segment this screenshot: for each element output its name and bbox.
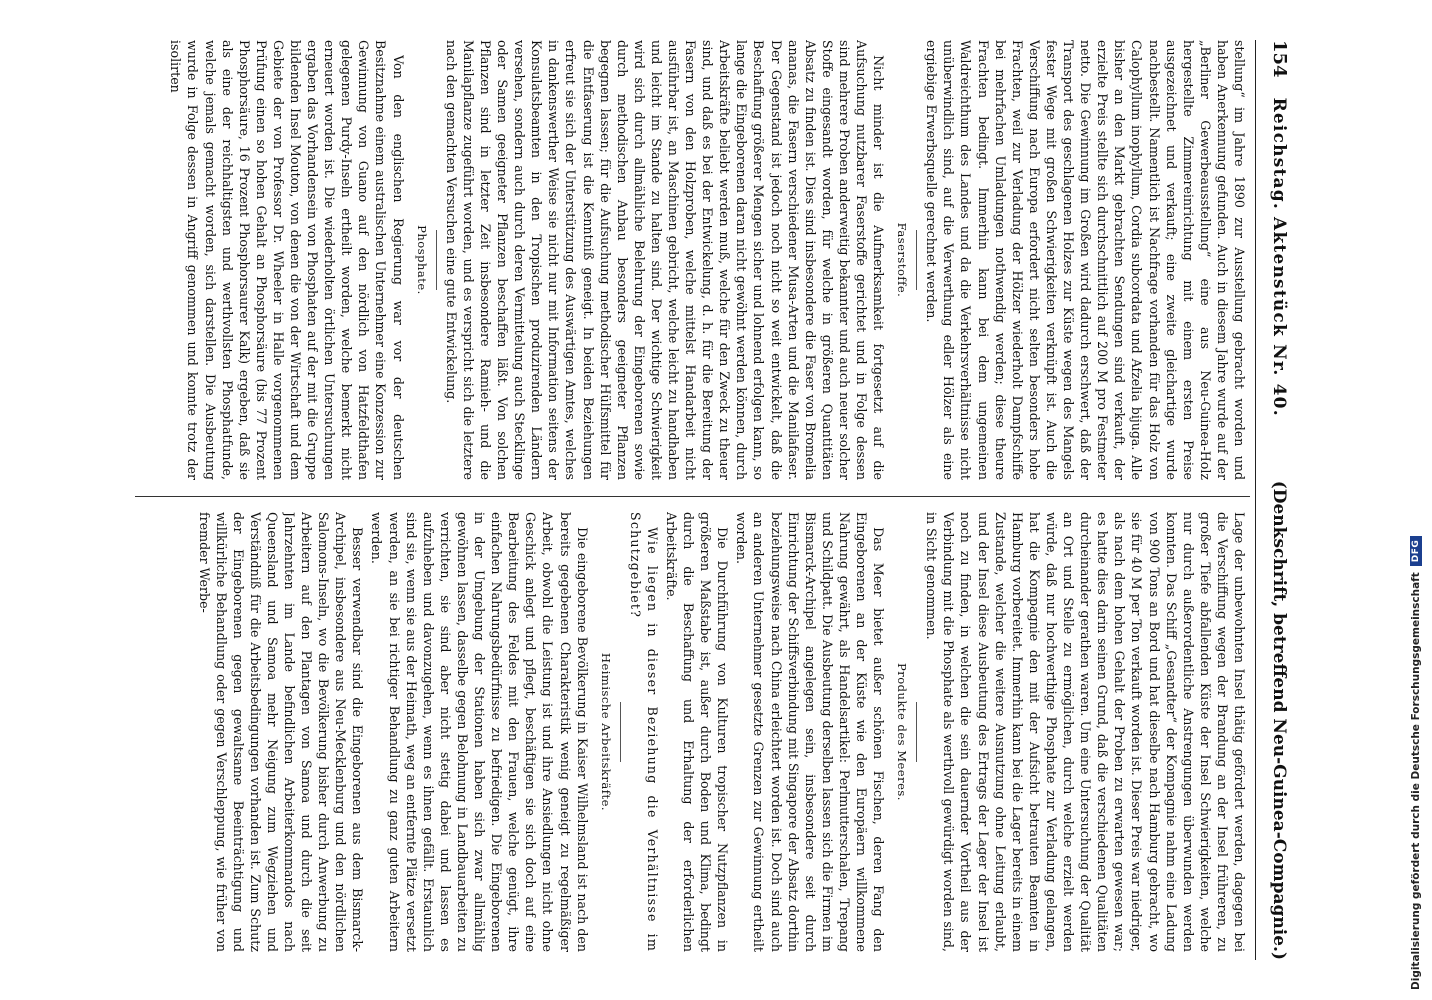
header-title: Reichstag. Aktenstück Nr. 40.: [1269, 97, 1289, 417]
section-heading: Phosphate.: [414, 225, 429, 295]
paragraph: Das Meer bietet außer schönen Fischen, deren Fang den Eingeborenen an der Küste wie den Europäern willkommene Nahrung gewährt, als Handelsartikel: Perlmutterschalen, Trepang und Schildpatt. Die Ausbeutung derselben lassen sich die Firmen im Bismarck-Archipel angelegen sein, insbesondere seit durch Einrichtung der Schiffsverbindung mit Singapore der Absatz dorthin beziehungsweise nach China erleichtert worden ist. Doch sind auch an anderen Unternehmer gesetzte Grenzen zur Gewinnung ertheilt worden.: [734, 512, 887, 952]
paragraph: Besser verwendbar sind die Eingeborenen aus dem Bismarck-Archipel, insbesondere aus Neu-Mecklenburg und den nördlichen Salomons-Inseln, wo die Bevölkerung bisher durch Anwerbung zu Arbeitern auf den Plantagen von Samoa und durch die seit Jahrzehnten im Lande befindlichen Arbeiterkommandos nach Queensland und Samoa mehr Neigung zum Wegziehen und Verständniß für die Arbeitsbedingungen vorhanden ist. Zum Schutz der Eingeborenen gegen gewaltsame Beeinträchtigung und willkürliche Behandlung oder gegen Verschleppung, wie früher von fremder Werbe-: [196, 512, 366, 952]
section-heading: Heimische Arbeitskräfte.: [598, 652, 613, 812]
header-subtitle: (Denkschrift, betreffend Neu-Guinea-Compagnie.): [1269, 480, 1289, 960]
credit-label: Digitalisierung gefördert durch die Deutsche Forschungsgemeinschaft: [1410, 572, 1422, 990]
page-number: 154: [1269, 40, 1290, 78]
paragraph: Nicht minder ist die Aufmerksamkeit fortgesetzt auf die Aufsuchung nutzbarer Faserstoffe gerichtet und in Folge dessen sind mehrere Proben anderweitig bekannter und auch neuer solcher Stoffe eingesandt worden, für welche in größeren Quantitäten Absatz zu finden ist. Dies sind insbesondere die Faser von Bromelia ananas, die Fasern verschiedener Musa-Arten und die Manilafaser. Der Gegenstand ist jedoch noch nicht so weit entwickelt, daß die Beschaffung größerer Mengen sicher und lohnend erfolgen kann, so lange die Eingeborenen daran nicht gewöhnt werden können, durch Arbeitskräfte beliebt werden muß, welche für den Zweck zu theuer sind, und daß es bei der Entwickelung, d. h. für die Bereitung der Fasern von den Holzproben, welche mittelst Handarbeit nicht ausführbar ist, an Maschinen gebricht, welche leicht zu handhaben und leicht im Stande zu halten sind. Der wichtige Schwierigkeit wird sich durch allmähliche Belehrung der Eingeborenen sowie durch methodischen Anbau besonders geeigneter Pflanzen begegnen lassen; für die Aufsuchung methodischer Hülfsmittel für die Entfaserung ist die Kenntniß geneigt. In beiden Beziehungen erfreut sie sich der Unterstützung des Auswärtigen Amtes, welches in dankenswerther Weise sie nicht nur mit Information seitens der Konsulatsbeamten in den Tropischen produzirenden Ländern versehen, sondern auch durch deren Vermittelung auch Stecklinge oder Samen geeigneter Pflanzen beschaffen läßt. Von solchen Pflanzen sind in letzter Zeit insbesondere Ramieh- und die Manilapflanze zugeführt worden, und es verspricht sich die letztere nach den gemachten Versuchen eine gute Entwickelung.: [443, 40, 887, 480]
dfg-logo: DFG: [1410, 536, 1422, 567]
section-rule: [436, 230, 437, 290]
section-rule: [916, 230, 917, 290]
paragraph: Die eingeborene Bevölkerung in Kaiser Wilhelmsland ist nach den bereits gegebenen Charakteristik wenig geneigt zu regelmäßiger Arbeit, obwohl die Leistung ist und ihre Ansiedlungen nicht ohne Geschick anlegt und pflegt, beschäftigen sie sich doch auf eine Bearbeitung des Feldes mit den Frauen, welche genügt, ihre einfachen Nahrungsbedürfnisse zu befriedigen. Die Eingeborenen in der Umgebung der Stationen haben sich zwar allmählig gewöhnen lassen, dasselbe gegen Belohnung in Landbauarbeiten zu verrichten, sie sind aber nicht stetig dabei und lassen es aufzuheben und davonzugehen, wenn es ihnen gefällt. Erstaunlich sind sie, wenn sie aus der Heimath, weg an entfernte Plätze versetzt werden, an sie bei richtiger Behandlung zu ganz guten Arbeitern werden.: [369, 512, 590, 952]
left-column: [138, 40, 1248, 480]
page-header: [1255, 40, 1290, 960]
digitization-credit: [1410, 536, 1422, 990]
right-column: [138, 512, 1248, 952]
section-heading: Faserstoffe.: [895, 222, 910, 298]
column-divider: [135, 496, 1250, 497]
paragraph: Von den englischen Regierung war vor der deutschen Besitznahme einem australischen Unternehmer eine Konzession zur Gewinnung von Guano auf den nördlich von Hatzfeldthafen gelegenen Purdy-Inseln ertheilt worden, welche bemerkt nicht erneuert worden ist. Die wiederholten örtlichen Untersuchungen ergaben das Vorhandensein von Phosphaten auf der mit die Gruppe bildenden Insel Mouton, von denen die von der Wirtschaft und dem Gebiete der von Professor Dr. Wheeler in Halle vorgenommenen Prüfung einen so hohen Gehalt an Phosphorsäure (bis 77 Prozent Phosphorsäure, 16 Prozent Phosphorsaurer Kalk) ergeben, daß sie als eine der reichhaltigsten und werthvollsten Phosphatfunde, welche jemals gemacht worden, sich darstellen. Die Ausbeutung wurde in Folge dessen in Angriff genommen und konnte trotz der isolirten: [168, 40, 406, 480]
paragraph: Die Durchführung von Kulturen tropischer Nutzpflanzen in größeren Maßstabe ist, außer durch Boden und Klima, bedingt durch die Beschaffung und Erhaltung der erforderlichen Arbeitskräfte.: [664, 512, 731, 952]
section-rule: [620, 702, 621, 762]
section-rule: [916, 702, 917, 762]
paragraph: Wie liegen in dieser Beziehung die Verhältnisse im Schutzgebiet?: [627, 512, 660, 952]
paragraph: Lage der unbewohnten Insel thätig gefördert werden, dagegen bei die Verschiffung wegen der Brandung an der Insel frühreren, zu großer Tiefe abfallenden Küste der Insel Schwierigkeiten, welche nur durch außerordentliche Anstrengungen überwunden werden konnten. Das Schiff „Gesandter“ der Kompagnie nahm eine Ladung von 900 Tons an Bord und hat dieselbe nach Hamburg gebracht, wo sie für 40 M per Ton verkauft worden ist. Dieser Preis war niedriger, als nach dem hohen Gehalt der Proben zu erwarten gewesen war; es hatte dies darin seinen Grund, daß die verschiedenen Qualitäten durcheinander gerathen waren. Um eine Untersuchung der Qualität an Ort und Stelle zu ermöglichen, durch welche erzielt werden würde, daß nur hochwerthige Phosphate zur Verladung gelangen, hat die Kompagnie den mit der Aufsicht betrauten Beamten in Hamburg vorbereitet. Immerhin kann bei die Lager bereits in einem Zustande, welcher die weitere Ausnutzung ohne Leitung erlaubt, und der Insel diese Ausbeutung des Ertrags der Lager der Insel ist noch zu finden, in welchen die sein dauernder Vortheil aus der Verbindung mit die Phosphate als werthvoll gewürdigt worden sind, in Sicht genommen.: [924, 512, 1247, 952]
section-heading: Produkte des Meeres.: [895, 663, 910, 801]
paragraph: stellung“ im Jahre 1890 zur Ausstellung gebracht worden und haben Anerkennung gefunden. Auch in diesem Jahre wurde auf der „Berliner Gewerbeausstellung“ eine aus Neu-Guinea-Holz hergestellte Zimmereinrichtung mit einem ersten Preise ausgezeichnet und verkauft; eine zweite gleichartige wurde nachbestellt. Namentlich ist Nachfrage vorhanden für das Holz von Calophyllum inophyllum, Cordia subcordata und Afzelia bijuga. Alle bisher an den Markt gebrachten Sendungen sind verkauft, der erzielte Preis stellte sich durchschnittlich auf 200 M pro Festmeter netto. Die Gewinnung im Großen wird dadurch erschwert, daß der Transport des geschlagenen Holzes zur Küste wegen des Mangels fester Wege mit großen Schwierigkeiten verknüpft ist. Auch die Verschiffung nach Europa erfordert nicht selten besonders hohe Frachten, weil zur Verladung der Hölzer wiederholt Dampfschiffe bei mehrfachen Umladungen nothwendig werden; diese theure Frachten bedingt. Immerhin kann bei dem ungemeinen Waldreichthum des Landes und da die Verkehrsverhältnisse nicht unüberwindlich sind, auf die Verwerthung edler Hölzer als eine ergiebige Erwerbsquelle gerechnet werden.: [924, 40, 1247, 480]
